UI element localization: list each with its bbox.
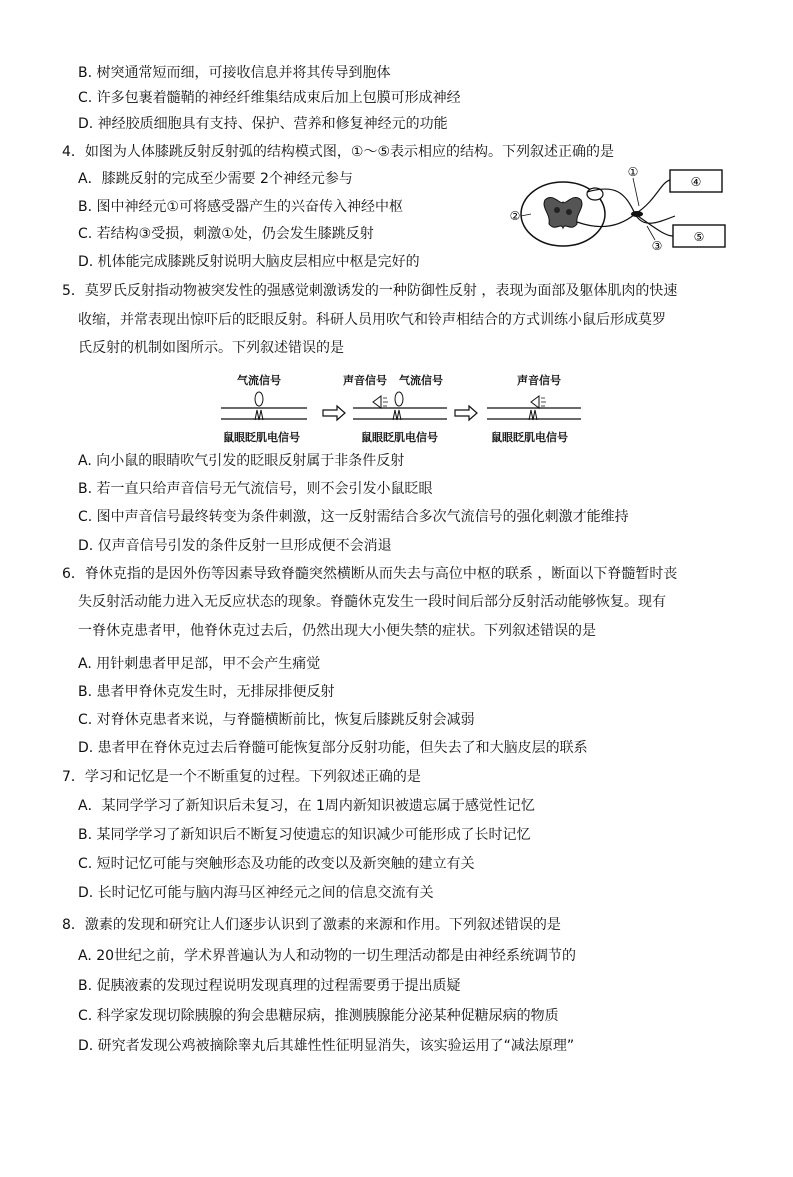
q8-option-d: D. 研究者发现公鸡被摘除睾丸后其雄性性征明显消失，该实验运用了“减法原理”	[78, 1038, 575, 1054]
p3-bottom-label: 鼠眼眨肌电信号	[491, 431, 568, 444]
q7-option-d: D. 长时记忆可能与脑内海马区神经元之间的信息交流有关	[78, 885, 434, 901]
p3-sound-label: 声音信号	[517, 374, 561, 387]
p2-airflow-label: 气流信号	[399, 374, 443, 387]
fig-label-4: ④	[690, 175, 702, 189]
q4-option-b: B. 图中神经元①可将感受器产生的兴奋传入神经中枢	[78, 199, 404, 215]
q5-stem-line1: 5．莫罗氏反射指动物被突发性的强感觉刺激诱发的一种防御性反射 ，表现为面部及躯体肌肉的快速	[62, 283, 678, 299]
q4-option-c: C. 若结构③受损，刺激①处，仍会发生膝跳反射	[78, 226, 374, 242]
q6-stem-line1: 6．脊休克指的是因外伤等因素导致脊髓突然横断从而失去与高位中枢的联系 ，断面以下脊髓暂时丧	[62, 566, 678, 582]
p1-airflow-label: 气流信号	[237, 374, 281, 387]
q7-option-c: C. 短时记忆可能与突触形态及功能的改变以及新突触的建立有关	[78, 856, 475, 872]
q5-stem-line2: 收缩，并常表现出惊吓后的眨眼反射。科研人员用吹气和铃声相结合的方式训练小鼠后形成莫罗	[78, 312, 666, 328]
p1-bottom-label: 鼠眼眨肌电信号	[223, 431, 300, 444]
q7-stem: 7．学习和记忆是一个不断重复的过程。下列叙述正确的是	[62, 769, 421, 785]
q7-option-a: A．某同学学习了新知识后未复习，在 1周内新知识被遗忘属于感觉性记忆	[78, 798, 535, 814]
fig-label-3: ③	[651, 239, 663, 253]
q4-option-d: D. 机体能完成膝跳反射说明大脑皮层相应中枢是完好的	[78, 254, 420, 270]
q5-option-b: B. 若一直只给声音信号无气流信号，则不会引发小鼠眨眼	[78, 481, 433, 497]
q6-stem-line2: 失反射活动能力进入无反应状态的现象。脊髓休克发生一段时间后部分反射活动能够恢复。现有	[78, 594, 666, 610]
fig-label-5: ⑤	[693, 230, 705, 244]
q8-stem: 8．激素的发现和研究让人们逐步认识到了激素的来源和作用。下列叙述错误的是	[62, 917, 561, 933]
q6-option-b: B. 患者甲脊休克发生时，无排尿排便反射	[78, 684, 335, 700]
q5-option-a: A. 向小鼠的眼睛吹气引发的眨眼反射属于非条件反射	[78, 453, 405, 469]
q6-option-a: A. 用针刺患者甲足部，甲不会产生痛觉	[78, 656, 321, 672]
q8-option-a: A. 20世纪之前，学术界普遍认为人和动物的一切生理活动都是由神经系统调节的	[78, 948, 577, 964]
reflex-arc-figure	[505, 162, 730, 255]
q4-option-a: A．膝跳反射的完成至少需要 2个神经元参与	[78, 171, 353, 187]
q3-option-d: D. 神经胶质细胞具有支持、保护、营养和修复神经元的功能	[78, 116, 448, 132]
q8-option-c: C. 科学家发现切除胰腺的狗会患糖尿病，推测胰腺能分泌某种促糖尿病的物质	[78, 1008, 559, 1024]
q3-option-c: C. 许多包裹着髓鞘的神经纤维集结成束后加上包膜可形成神经	[78, 90, 461, 106]
q6-stem-line3: 一脊休克患者甲，他脊休克过去后，仍然出现大小便失禁的症状。下列叙述错误的是	[78, 623, 596, 639]
fig-label-1: ①	[627, 165, 639, 179]
p2-bottom-label: 鼠眼眨肌电信号	[361, 431, 438, 444]
fig-label-2: ②	[509, 209, 521, 223]
q7-option-b: B. 某同学学习了新知识后不断复习使遗忘的知识减少可能形成了长时记忆	[78, 827, 531, 843]
moro-reflex-figure	[215, 372, 585, 446]
q6-option-d: D. 患者甲在脊休克过去后脊髓可能恢复部分反射功能，但失去了和大脑皮层的联系	[78, 740, 588, 756]
p2-sound-label: 声音信号	[343, 374, 387, 387]
q3-option-b: B. 树突通常短而细，可接收信息并将其传导到胞体	[78, 65, 391, 81]
q6-option-c: C. 对脊休克患者来说，与脊髓横断前比，恢复后膝跳反射会减弱	[78, 712, 475, 728]
q4-stem: 4．如图为人体膝跳反射反射弧的结构模式图，①～⑤表示相应的结构。下列叙述正确的是	[62, 144, 615, 160]
q8-option-b: B. 促胰液素的发现过程说明发现真理的过程需要勇于提出质疑	[78, 978, 461, 994]
q5-option-c: C. 图中声音信号最终转变为条件刺激，这一反射需结合多次气流信号的强化刺激才能维持	[78, 509, 629, 525]
q5-option-d: D. 仅声音信号引发的条件反射一旦形成便不会消退	[78, 538, 392, 554]
q5-stem-line3: 氏反射的机制如图所示。下列叙述错误的是	[78, 340, 344, 356]
